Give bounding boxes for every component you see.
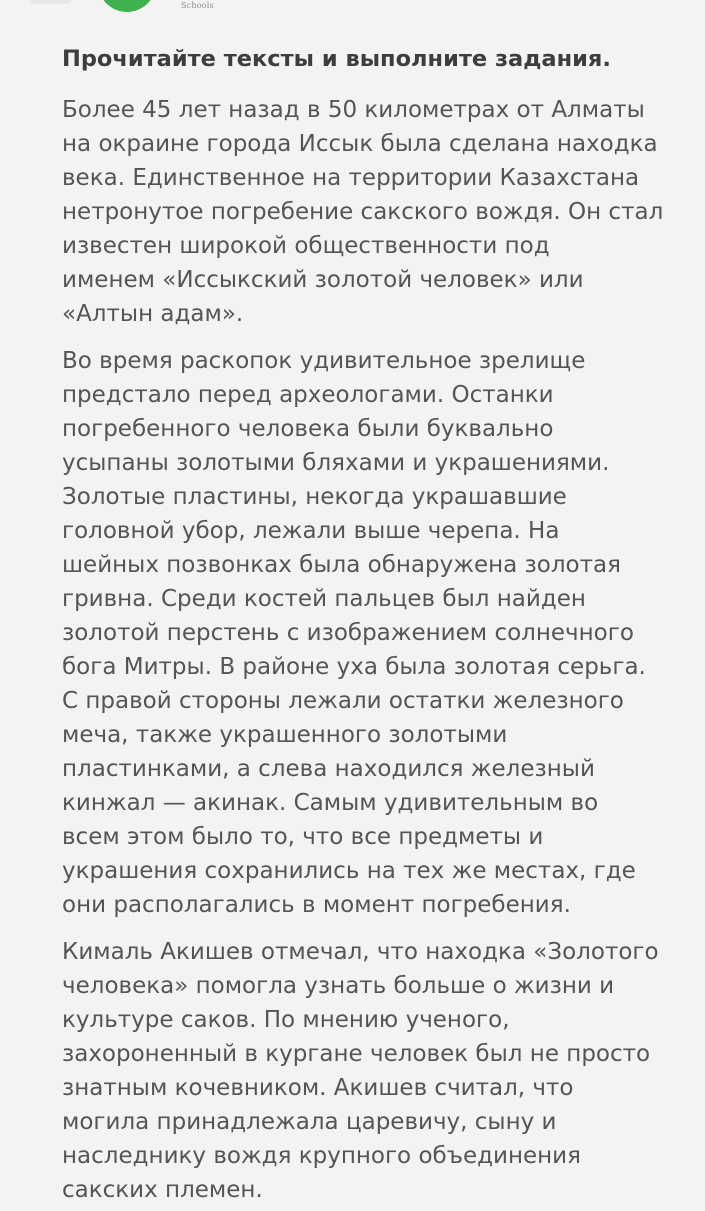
document-content [62,42,682,1207]
paragraph-3 [62,935,682,1207]
text-line: культуре саков. По мнению ученого, [62,1007,510,1033]
text-line: они располагались в момент погребения. [62,892,571,918]
text-line: всем этом было то, что все предметы и [62,824,544,850]
text-line: знатным кочевником. Акишев считал, что [62,1075,574,1101]
partial-header-element [28,0,72,4]
text-line: шейных позвонках была обнаружена золотая [62,552,621,578]
text-line: сакских племен. [62,1177,263,1203]
text-line: меча, также украшенного золотыми [62,722,508,748]
paragraph-1 [62,93,682,331]
text-line: Кималь Акишев отмечал, что находка «Золотого [62,939,659,965]
text-line: нетронутое погребение сакского вождя. Он стал [62,199,664,225]
text-line: могила принадлежала царевичу, сыну и [62,1109,557,1135]
text-line: века. Единственное на территории Казахстана [62,165,640,191]
text-line: головной убор, лежали выше черепа. На [62,518,560,544]
text-line: бога Митры. В районе уха была золотая серьга. [62,654,646,680]
text-line: предстало перед археологами. Останки [62,382,554,408]
logo-caption: Schools [181,1,214,10]
text-line: Более 45 лет назад в 50 километрах от Алматы [62,97,645,123]
text-line: С правой стороны лежали остатки железного [62,688,624,714]
task-heading: Прочитайте тексты и выполните задания. [62,46,611,72]
text-line: известен широкой общественности под [62,233,550,259]
text-line: именем «Иссыкский золотой человек» или [62,267,584,293]
text-line: золотой перстень с изображением солнечного [62,620,634,646]
text-body [62,93,682,1207]
text-line: Во время раскопок удивительное зрелище [62,348,586,374]
text-line: украшения сохранились на тех же местах, где [62,858,636,884]
text-line: захороненный в кургане человек был не просто [62,1041,651,1067]
text-line: пластинками, а слева находился железный [62,756,595,782]
text-line: усыпаны золотыми бляхами и украшениями. [62,450,610,476]
paragraph-2 [62,344,682,922]
text-line: Золотые пластины, некогда украшавшие [62,484,567,510]
logo-icon [98,0,156,12]
top-strip [0,0,705,30]
text-line: гривна. Среди костей пальцев был найден [62,586,586,612]
text-line: человека» помогла узнать больше о жизни и [62,973,615,999]
text-line: кинжал — акинак. Самым удивительным во [62,790,599,816]
text-line: на окраине города Иссык была сделана находка [62,131,658,157]
text-line: «Алтын адам». [62,301,244,327]
text-line: погребенного человека были буквально [62,416,554,442]
text-line: наследнику вождя крупного объединения [62,1143,581,1169]
